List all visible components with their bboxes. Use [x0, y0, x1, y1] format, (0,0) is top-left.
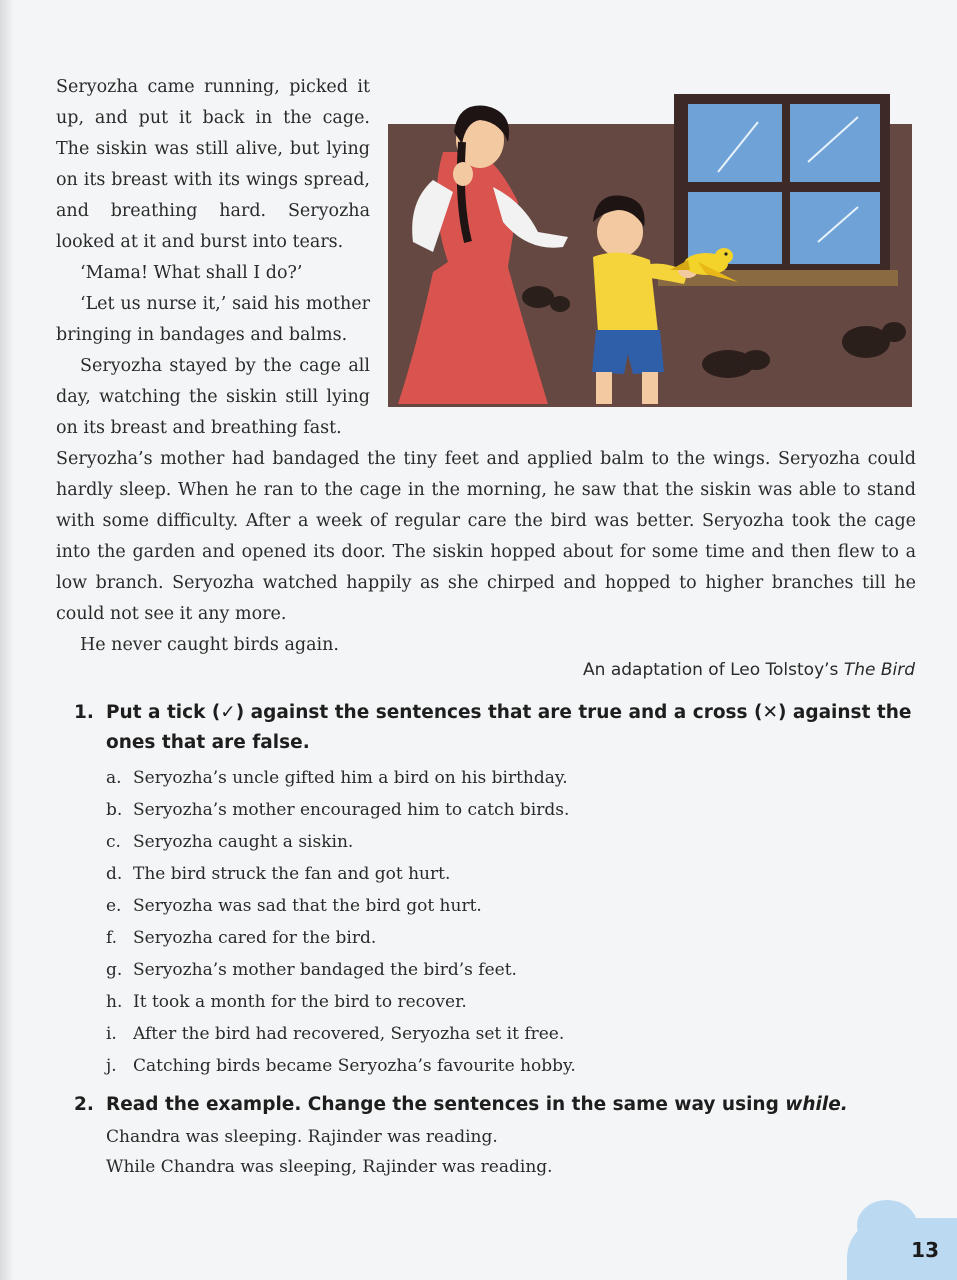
item-letter: b.	[106, 800, 123, 820]
item-text: Seryozha’s mother bandaged the bird’s feet.	[133, 960, 517, 980]
story-paragraph-5: Seryozha’s mother had bandaged the tiny feet and applied balm to the wings. Seryozha could hardly sleep. When he ran to the cage in the morning, he saw that the siskin was able to stand with some difficulty. After a week of regular care the bird was better. Seryozha took the cage into the garden and opened its door. The siskin hopped about for some time and then flew to a low branch. Seryozha watched happily as she chirped and hopped to higher branches till he could not see it any more.	[56, 449, 916, 624]
page-number: 13	[911, 1238, 939, 1262]
list-item	[106, 954, 919, 986]
exercise-2-heading	[74, 1090, 919, 1120]
exercise-2-example	[106, 1122, 919, 1182]
exercise-2-number: 2.	[74, 1094, 94, 1115]
exercise-1-instruction: Put a tick (✓) against the sentences that are true and a cross (✕) against the ones that are false.	[106, 702, 912, 753]
story-paragraph-3: ‘Let us nurse it,’ said his mother bringing in bandages and balms.	[56, 294, 370, 345]
exercise-2-instruction-main: Read the example. Change the sentences in the same way using	[106, 1094, 786, 1115]
item-letter: f.	[106, 928, 118, 948]
exercise-2-keyword: while.	[785, 1094, 848, 1115]
list-item	[106, 986, 919, 1018]
list-item	[106, 826, 919, 858]
list-item	[106, 890, 919, 922]
exercise-2-instruction	[106, 1090, 848, 1120]
list-item	[106, 922, 919, 954]
story-paragraph-4: Seryozha stayed by the cage all day, watching the siskin still lying on its breast and breathing fast.	[56, 356, 370, 438]
page-number-tab	[847, 1218, 957, 1280]
story-paragraph-2: ‘Mama! What shall I do?’	[80, 263, 303, 283]
item-text: Seryozha’s mother encouraged him to catch birds.	[133, 800, 570, 820]
exercise-1-number: 1.	[74, 702, 94, 723]
item-text: Seryozha caught a siskin.	[133, 832, 354, 852]
story-illustration	[388, 92, 912, 407]
item-letter: h.	[106, 992, 123, 1012]
item-text: Catching birds became Seryozha’s favourite hobby.	[133, 1056, 576, 1076]
example-line-1: Chandra was sleeping. Rajinder was reading.	[106, 1127, 498, 1147]
list-item	[106, 858, 919, 890]
item-text: Seryozha cared for the bird.	[133, 928, 377, 948]
item-letter: d.	[106, 864, 123, 884]
item-letter: j.	[106, 1056, 117, 1076]
story-attribution	[583, 660, 915, 680]
item-letter: c.	[106, 832, 121, 852]
story-paragraph-6: He never caught birds again.	[80, 635, 339, 655]
item-text: After the bird had recovered, Seryozha set it free.	[133, 1024, 565, 1044]
list-item	[106, 1018, 919, 1050]
item-text: It took a month for the bird to recover.	[133, 992, 467, 1012]
exercise-1-list	[106, 762, 919, 1082]
item-text: Seryozha was sad that the bird got hurt.	[133, 896, 482, 916]
item-text: Seryozha’s uncle gifted him a bird on his birthday.	[133, 768, 568, 788]
example-line-2: While Chandra was sleeping, Rajinder was reading.	[106, 1157, 553, 1177]
item-letter: g.	[106, 960, 123, 980]
item-text: The bird struck the fan and got hurt.	[133, 864, 451, 884]
page-spine-shadow	[0, 0, 14, 1280]
window-pane	[688, 104, 782, 182]
story-paragraph-1: Seryozha came running, picked it up, and put it back in the cage. The siskin was still alive, but lying on its breast with its wings spread, and breathing hard. Seryozha looked at it and burst into tears.	[56, 77, 370, 252]
story-column	[56, 72, 370, 444]
attribution-prefix: An adaptation of Leo Tolstoy’s	[583, 660, 844, 680]
attribution-title: The Bird	[843, 660, 915, 680]
exercise-1-heading	[74, 698, 919, 758]
exercises-section	[74, 698, 919, 1182]
item-letter: i.	[106, 1024, 117, 1044]
item-letter: e.	[106, 896, 122, 916]
list-item	[106, 762, 919, 794]
item-letter: a.	[106, 768, 122, 788]
list-item	[106, 1050, 919, 1082]
list-item	[106, 794, 919, 826]
